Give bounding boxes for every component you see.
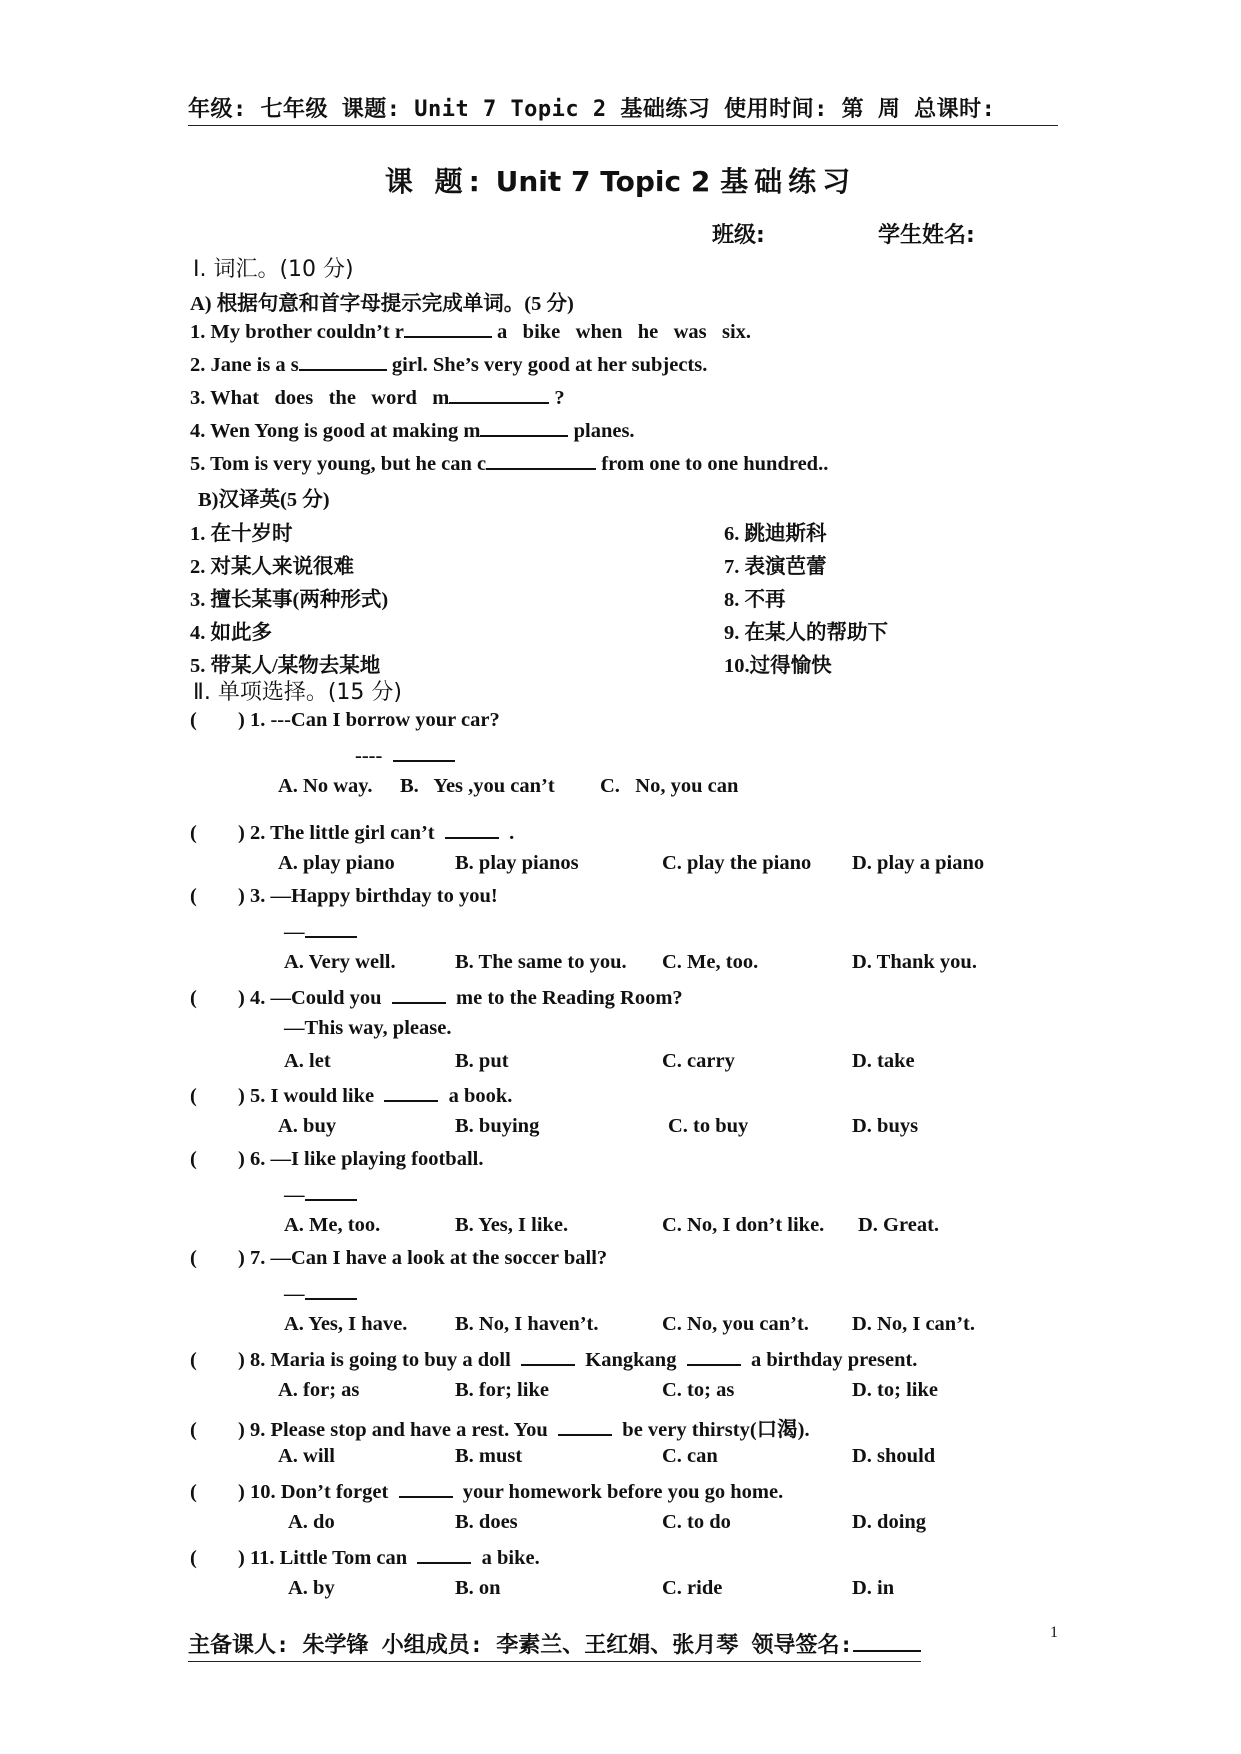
answer-option[interactable]: D. in — [852, 1577, 895, 1599]
question-text-end: your homework before you go home. — [462, 1481, 784, 1503]
question-text-end: a birthday present. — [750, 1349, 918, 1371]
answer-option[interactable]: B. No, I haven’t. — [455, 1313, 599, 1335]
answer-blank[interactable] — [417, 1544, 471, 1564]
question-text-end: be very thirsty(口渴). — [622, 1419, 810, 1441]
vocab-answer-blank[interactable] — [449, 384, 549, 404]
question-number: ) 7. — [238, 1247, 266, 1269]
question-number: ) 1. — [238, 709, 266, 731]
vocab-item-text-end: planes. — [568, 420, 635, 442]
answer-option[interactable]: D. Great. — [858, 1214, 940, 1236]
translate-item: 9. 在某人的帮助下 — [724, 622, 888, 644]
answer-blank[interactable] — [521, 1346, 575, 1366]
question-text: ---Can I borrow your car? — [270, 709, 500, 731]
vocab-item — [190, 384, 565, 410]
answer-bracket[interactable]: ( — [190, 987, 197, 1009]
answer-option[interactable]: D. doing — [852, 1511, 927, 1533]
reply-text: ---- — [355, 745, 383, 767]
answer-option[interactable]: C. carry — [662, 1050, 735, 1072]
vocab-answer-blank[interactable] — [404, 318, 492, 338]
question-text: Don’t forget — [280, 1481, 389, 1503]
translate-item: 2. 对某人来说很难 — [190, 556, 354, 578]
question-reply — [284, 918, 357, 944]
section1-heading: Ⅰ. 词汇。(10 分) — [193, 257, 354, 282]
answer-option[interactable]: D. to; like — [852, 1379, 938, 1401]
question-text: Please stop and have a rest. You — [270, 1419, 548, 1441]
answer-option[interactable]: B. for; like — [455, 1379, 549, 1401]
answer-option[interactable]: A. by — [288, 1577, 335, 1599]
answer-option[interactable]: B. on — [455, 1577, 501, 1599]
vocab-item — [190, 318, 751, 344]
title-prefix: 课 题: — [384, 165, 486, 198]
answer-option[interactable]: D. buys — [852, 1115, 919, 1137]
question-text: Maria is going to buy a doll — [270, 1349, 511, 1371]
vocab-item-text-end: ? — [549, 387, 565, 409]
reply-text: —This way, please. — [284, 1017, 452, 1039]
question-number: ) 11. — [238, 1547, 275, 1569]
vocab-item-text-end: a bike when he was six. — [491, 321, 752, 343]
answer-option[interactable]: B. must — [455, 1445, 523, 1467]
page-footer — [188, 1628, 921, 1662]
answer-bracket[interactable]: ( — [190, 885, 197, 907]
question-text-end: . — [509, 822, 515, 844]
translate-item: 1. 在十岁时 — [190, 523, 293, 545]
question-reply — [284, 1017, 451, 1040]
answer-option[interactable]: D. should — [852, 1445, 936, 1467]
vocab-item-text: 4. Wen Yong is good at making m — [190, 420, 481, 442]
answer-bracket[interactable]: ( — [190, 1419, 197, 1441]
question-text: —Can I have a look at the soccer ball? — [270, 1247, 608, 1269]
answer-option[interactable]: D. play a piano — [852, 852, 985, 874]
answer-bracket[interactable]: ( — [190, 1547, 197, 1569]
answer-option[interactable]: C. can — [662, 1445, 718, 1467]
answer-blank[interactable] — [393, 742, 455, 762]
answer-blank[interactable] — [399, 1478, 453, 1498]
question-number: ) 9. — [238, 1419, 266, 1441]
question-row — [190, 885, 498, 908]
answer-blank[interactable] — [305, 1181, 357, 1201]
answer-option[interactable]: A. for; as — [278, 1379, 360, 1401]
translate-item: 8. 不再 — [724, 589, 786, 611]
vocab-answer-blank[interactable] — [486, 450, 596, 470]
question-number: ) 6. — [238, 1148, 266, 1170]
question-reply — [284, 1181, 357, 1207]
question-number: ) 5. — [238, 1085, 266, 1107]
answer-option[interactable]: D. Thank you. — [852, 951, 977, 973]
answer-option[interactable]: D. take — [852, 1050, 915, 1072]
question-row — [190, 1412, 810, 1442]
answer-option[interactable]: B. buying — [455, 1115, 540, 1137]
page-number: 1 — [1050, 1624, 1058, 1641]
answer-option[interactable]: C. Me, too. — [662, 951, 759, 973]
question-row — [190, 1082, 512, 1108]
question-text: —Happy birthday to you! — [270, 885, 498, 907]
question-number: ) 4. — [238, 987, 266, 1009]
vocab-item — [190, 450, 828, 476]
question-text: The little girl can’t — [270, 822, 435, 844]
question-row — [190, 819, 514, 845]
answer-option[interactable]: C. to; as — [662, 1379, 735, 1401]
reply-text: — — [284, 1283, 305, 1305]
title-suffix: 基础练习 — [720, 165, 857, 198]
vocab-item-text: 5. Tom is very young, but he can c — [190, 453, 487, 475]
vocab-item — [190, 417, 635, 443]
vocab-answer-blank[interactable] — [299, 351, 387, 371]
answer-option[interactable]: A. buy — [278, 1115, 337, 1137]
answer-option[interactable]: A. let — [284, 1050, 331, 1072]
partA-instructions: A) 根据句意和首字母提示完成单词。(5 分) — [190, 293, 574, 315]
question-row — [190, 1247, 607, 1270]
question-text-mid: Kangkang — [585, 1349, 677, 1371]
answer-option[interactable]: C. No, you can’t. — [662, 1313, 809, 1335]
answer-bracket[interactable]: ( — [190, 1148, 197, 1170]
question-text: —I like playing football. — [270, 1148, 484, 1170]
answer-option[interactable]: B. play pianos — [455, 852, 579, 874]
answer-blank[interactable] — [305, 1280, 357, 1300]
question-text: Little Tom can — [279, 1547, 408, 1569]
question-row — [190, 1148, 483, 1171]
answer-option[interactable]: C. play the piano — [662, 852, 812, 874]
question-row — [190, 1346, 917, 1372]
student-name-label: 学生姓名: — [878, 223, 975, 248]
answer-blank[interactable] — [687, 1346, 741, 1366]
answer-blank[interactable] — [445, 819, 499, 839]
translate-item: 10.过得愉快 — [724, 655, 832, 677]
answer-option[interactable]: B. put — [455, 1050, 509, 1072]
answer-bracket[interactable]: ( — [190, 1349, 197, 1371]
question-text-end: me to the Reading Room? — [456, 987, 683, 1009]
answer-option[interactable]: C. ride — [662, 1577, 723, 1599]
answer-option[interactable]: C. No, I don’t like. — [662, 1214, 825, 1236]
question-row — [190, 984, 683, 1010]
question-reply — [355, 742, 455, 768]
answer-blank[interactable] — [558, 1416, 612, 1436]
vocab-item — [190, 351, 707, 377]
answer-bracket[interactable]: ( — [190, 822, 197, 844]
class-label: 班级: — [712, 223, 765, 248]
page-title — [0, 160, 1241, 200]
translate-item: 4. 如此多 — [190, 622, 272, 644]
question-text: —Could you — [270, 987, 382, 1009]
title-main: Unit 7 Topic 2 — [495, 165, 711, 198]
answer-blank[interactable] — [305, 918, 357, 938]
answer-option[interactable]: C. No, you can — [600, 775, 739, 797]
answer-option[interactable]: A. Me, too. — [284, 1214, 381, 1236]
question-number: ) 10. — [238, 1481, 276, 1503]
answer-option[interactable]: C. to buy — [668, 1115, 749, 1137]
vocab-item-text-end: girl. She’s very good at her subjects. — [386, 354, 708, 376]
vocab-item-text: 1. My brother couldn’t r — [190, 321, 404, 343]
section2-heading: Ⅱ. 单项选择。(15 分) — [193, 680, 402, 705]
vocab-item-text: 3. What does the word m — [190, 387, 450, 409]
answer-bracket[interactable]: ( — [190, 1481, 197, 1503]
translate-item: 6. 跳迪斯科 — [724, 523, 827, 545]
translate-item: 5. 带某人/某物去某地 — [190, 655, 381, 677]
answer-bracket[interactable]: ( — [190, 1085, 197, 1107]
reply-text: — — [284, 921, 305, 943]
answer-option[interactable]: A. No way. — [278, 775, 373, 797]
answer-option[interactable]: C. to do — [662, 1511, 731, 1533]
page-header: 年级: 七年级 课题: Unit 7 Topic 2 基础练习 使用时间: 第 周 总课时: — [188, 92, 1058, 126]
question-text-end: a bike. — [481, 1547, 540, 1569]
question-number: ) 2. — [238, 822, 266, 844]
question-number: ) 3. — [238, 885, 266, 907]
question-reply — [284, 1280, 357, 1306]
footer-text: 主备课人: 朱学锋 小组成员: 李素兰、王红娟、张月琴 领导签名: — [188, 1633, 853, 1658]
answer-bracket[interactable]: ( — [190, 1247, 197, 1269]
vocab-item-text: 2. Jane is a s — [190, 354, 299, 376]
signature-blank — [853, 1632, 921, 1652]
vocab-item-text-end: from one to one hundred.. — [596, 453, 829, 475]
answer-option[interactable]: A. Yes, I have. — [284, 1313, 408, 1335]
answer-bracket[interactable]: ( — [190, 709, 197, 731]
translate-item: 7. 表演芭蕾 — [724, 556, 827, 578]
question-text-end: a book. — [448, 1085, 513, 1107]
reply-text: — — [284, 1184, 305, 1206]
vocab-answer-blank[interactable] — [480, 417, 568, 437]
answer-option[interactable]: B. The same to you. — [455, 951, 627, 973]
question-text: I would like — [270, 1085, 375, 1107]
answer-blank[interactable] — [384, 1082, 438, 1102]
question-number: ) 8. — [238, 1349, 266, 1371]
question-row — [190, 1478, 783, 1504]
answer-option[interactable]: B. Yes, I like. — [455, 1214, 569, 1236]
answer-blank[interactable] — [392, 984, 446, 1004]
answer-option[interactable]: A. do — [288, 1511, 335, 1533]
question-row — [190, 709, 500, 732]
answer-option[interactable]: A. Very well. — [284, 951, 396, 973]
answer-option[interactable]: B. does — [455, 1511, 518, 1533]
answer-option[interactable]: A. play piano — [278, 852, 395, 874]
answer-option[interactable]: D. No, I can’t. — [852, 1313, 975, 1335]
answer-option[interactable]: B. Yes ,you can’t — [400, 775, 555, 797]
answer-option[interactable]: A. will — [278, 1445, 335, 1467]
question-row — [190, 1544, 540, 1570]
partB-instructions: B)汉译英(5 分) — [198, 489, 330, 511]
translate-item: 3. 擅长某事(两种形式) — [190, 589, 389, 611]
